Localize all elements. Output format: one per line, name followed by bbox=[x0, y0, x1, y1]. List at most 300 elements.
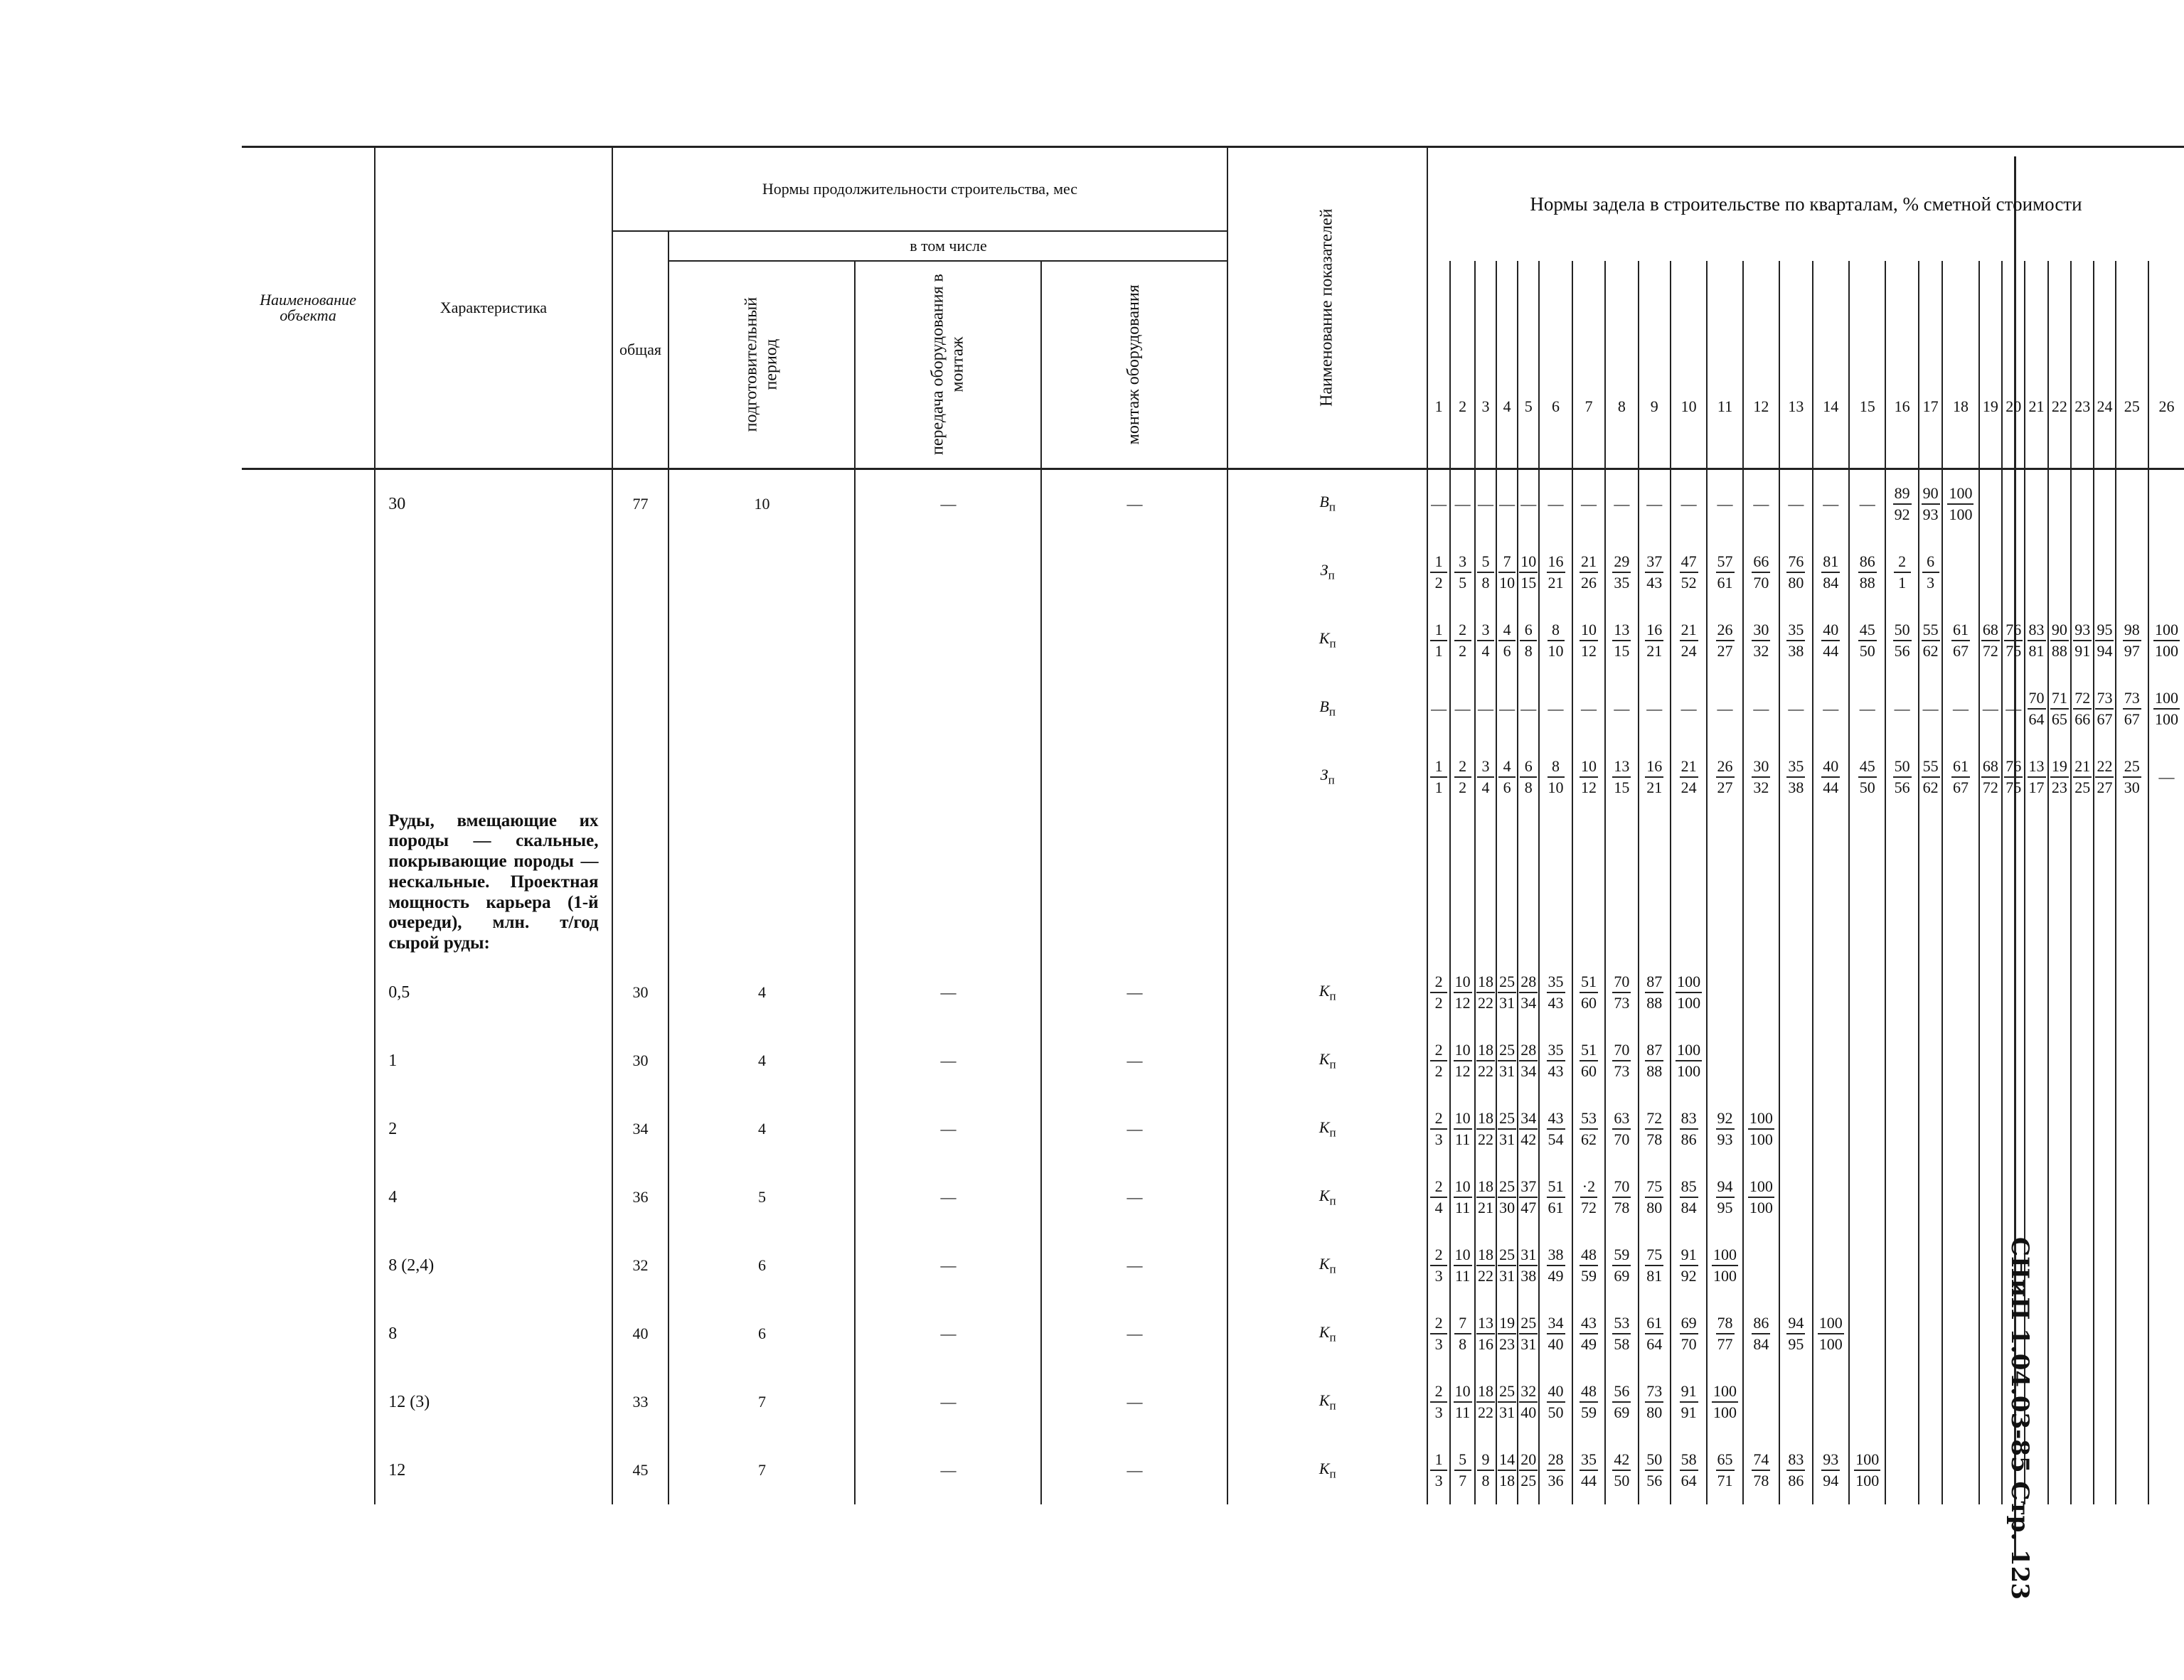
quarter-cell bbox=[1639, 1368, 1671, 1436]
value-fraction bbox=[1821, 756, 1840, 796]
fraction-denominator: 31 bbox=[1499, 1130, 1516, 1148]
value-fraction bbox=[1947, 483, 1973, 523]
fraction-denominator: 100 bbox=[1677, 1061, 1701, 1080]
value-fraction bbox=[1748, 1108, 1774, 1148]
value-fraction bbox=[1922, 622, 1940, 659]
fraction-numerator: 6 bbox=[1922, 554, 1939, 573]
fraction-numerator: 100 bbox=[1676, 1042, 1702, 1061]
quarter-cell bbox=[1671, 469, 1707, 538]
fraction-denominator: 22 bbox=[1477, 1403, 1493, 1421]
quarter-cell bbox=[1496, 1027, 1518, 1095]
value-fraction bbox=[1477, 1452, 1494, 1489]
fraction-numerator: 100 bbox=[1947, 486, 1973, 505]
indicator-subscript: п bbox=[1328, 500, 1336, 514]
indicator-cell bbox=[1227, 1027, 1427, 1095]
blank-cell bbox=[1707, 811, 1742, 958]
quarter-cell bbox=[1475, 958, 1496, 1027]
value-fraction bbox=[1821, 1452, 1840, 1489]
quarter-cell bbox=[2116, 469, 2148, 538]
quarter-cell bbox=[1707, 1300, 1742, 1368]
quarter-cell bbox=[2002, 1095, 2025, 1163]
fraction-denominator: 64 bbox=[1646, 1334, 1663, 1353]
norms-table bbox=[242, 146, 2184, 1504]
quarter-cell bbox=[1539, 1436, 1572, 1504]
col-header-install bbox=[1041, 261, 1227, 469]
quarter-cell bbox=[1427, 538, 1450, 606]
value-fraction bbox=[1476, 1247, 1495, 1284]
quarter-cell bbox=[2116, 1027, 2148, 1095]
prep-header-text: подготовительный период bbox=[742, 296, 781, 432]
fraction-numerator: 7 bbox=[1454, 1315, 1471, 1334]
value-fraction bbox=[1645, 1108, 1663, 1148]
quarter-cell bbox=[2048, 1163, 2071, 1231]
indicator-cell bbox=[1227, 1300, 1427, 1368]
quarter-cell bbox=[1919, 1300, 1942, 1368]
quarter-cell bbox=[1707, 958, 1742, 1027]
quarter-cell bbox=[1475, 675, 1496, 743]
quarter-cell bbox=[2071, 675, 2094, 743]
quarter-cell bbox=[1885, 606, 1918, 675]
fraction-denominator: 70 bbox=[1680, 1334, 1697, 1353]
quarter-header: 8 bbox=[1605, 261, 1638, 469]
fraction-numerator: 100 bbox=[1818, 1315, 1844, 1334]
value-fraction bbox=[1893, 756, 1912, 796]
value-fraction bbox=[1612, 1108, 1631, 1148]
fraction-numerator: 28 bbox=[1519, 1042, 1538, 1061]
value-dash: — bbox=[1982, 699, 1998, 717]
value-fraction bbox=[1951, 756, 1970, 796]
fraction-denominator: 38 bbox=[1788, 778, 1804, 796]
fraction-numerator: 45 bbox=[1858, 759, 1877, 778]
quarter-cell bbox=[1671, 538, 1707, 606]
quarter-cell bbox=[1849, 1231, 1885, 1300]
total-duration-cell: 36 bbox=[612, 1163, 669, 1231]
quarter-cell bbox=[1849, 1163, 1885, 1231]
quarter-cell bbox=[2048, 1027, 2071, 1095]
value-fraction bbox=[1476, 1381, 1495, 1421]
fraction-denominator: 44 bbox=[1823, 778, 1839, 796]
value-fraction bbox=[1645, 1381, 1663, 1421]
fraction-denominator: 3 bbox=[1434, 1471, 1443, 1489]
quarter-cell bbox=[1450, 743, 1474, 811]
fraction-denominator: 84 bbox=[1680, 1198, 1697, 1216]
value-fraction bbox=[1547, 1381, 1565, 1421]
quarter-cell bbox=[1450, 1436, 1474, 1504]
fraction-denominator: 49 bbox=[1548, 1266, 1564, 1285]
blank-cell bbox=[1919, 811, 1942, 958]
object-name-cell bbox=[242, 469, 375, 538]
blank-cell bbox=[1227, 811, 1427, 958]
value-dash: — bbox=[1520, 494, 1537, 513]
quarter-cell bbox=[1707, 743, 1742, 811]
fraction-numerator: 65 bbox=[1716, 1452, 1735, 1471]
value-fraction bbox=[1712, 1247, 1738, 1284]
fraction-numerator: 35 bbox=[1547, 1042, 1565, 1061]
fraction-numerator: 47 bbox=[1680, 554, 1698, 573]
quarter-cell bbox=[2116, 1368, 2148, 1436]
quarter-cell bbox=[2025, 606, 2047, 675]
fraction-denominator: 2 bbox=[1434, 573, 1443, 592]
fraction-numerator: 35 bbox=[1786, 759, 1805, 778]
quarter-cell bbox=[1671, 1095, 1707, 1163]
fraction-numerator: 2 bbox=[1454, 759, 1471, 778]
quarter-cell bbox=[2025, 958, 2047, 1027]
quarter-cell bbox=[1979, 675, 2002, 743]
col-header-duration-group: Нормы продолжительности строительства, мес bbox=[612, 147, 1228, 231]
install-cell: — bbox=[1041, 1095, 1227, 1163]
quarter-cell bbox=[1979, 1095, 2002, 1163]
value-fraction bbox=[1612, 974, 1631, 1011]
fraction-denominator: 100 bbox=[1713, 1266, 1737, 1285]
fraction-denominator: 31 bbox=[1499, 1266, 1516, 1285]
transfer-cell: — bbox=[855, 1436, 1041, 1504]
fraction-numerator: 100 bbox=[1748, 1111, 1774, 1130]
fraction-numerator: 25 bbox=[1519, 1315, 1538, 1334]
quarter-cell bbox=[2116, 606, 2148, 675]
quarter-cell bbox=[1572, 538, 1605, 606]
blank-cell bbox=[2071, 811, 2094, 958]
fraction-numerator: 70 bbox=[1612, 1042, 1631, 1061]
fraction-denominator: 22 bbox=[1477, 993, 1493, 1012]
fraction-denominator: 72 bbox=[1982, 641, 1998, 660]
quarter-cell bbox=[1475, 1231, 1496, 1300]
value-fraction bbox=[1712, 1381, 1738, 1421]
fraction-numerator: 40 bbox=[1821, 622, 1840, 641]
quarter-cell bbox=[1518, 606, 1539, 675]
value-fraction bbox=[2004, 622, 2023, 659]
fraction-numerator: 2 bbox=[1430, 974, 1447, 993]
quarter-header: 18 bbox=[1942, 261, 1978, 469]
quarter-cell bbox=[2071, 743, 2094, 811]
quarter-cell bbox=[1475, 1027, 1496, 1095]
fraction-denominator: 8 bbox=[1524, 778, 1533, 796]
quarter-cell bbox=[1849, 1368, 1885, 1436]
fraction-numerator: 61 bbox=[1951, 759, 1970, 778]
characteristic-cell bbox=[375, 538, 612, 606]
fraction-numerator: 25 bbox=[1498, 1042, 1516, 1061]
table-row bbox=[242, 1027, 2184, 1095]
quarter-cell bbox=[1539, 1368, 1572, 1436]
fraction-denominator: 94 bbox=[1823, 1471, 1839, 1489]
indicator-letter: К bbox=[1319, 629, 1330, 648]
value-dash: — bbox=[1753, 494, 1769, 513]
fraction-numerator: 5 bbox=[1477, 554, 1494, 573]
fraction-numerator: 21 bbox=[1680, 622, 1698, 641]
quarter-cell bbox=[1942, 1368, 1978, 1436]
characteristic-cell: 30 bbox=[375, 469, 612, 538]
quarter-cell bbox=[2116, 1436, 2148, 1504]
fraction-numerator: 10 bbox=[1454, 1384, 1472, 1403]
fraction-numerator: 91 bbox=[1680, 1384, 1698, 1403]
value-fraction bbox=[1752, 554, 1770, 591]
blank-cell bbox=[668, 811, 855, 958]
quarter-cell bbox=[1885, 958, 1918, 1027]
value-dash: — bbox=[1454, 494, 1471, 513]
value-fraction bbox=[1547, 756, 1565, 796]
fraction-denominator: 40 bbox=[1520, 1403, 1537, 1421]
fraction-numerator: 32 bbox=[1519, 1384, 1538, 1403]
value-fraction bbox=[1580, 554, 1598, 591]
quarter-cell bbox=[1605, 538, 1638, 606]
value-fraction bbox=[1519, 1042, 1538, 1079]
quarter-cell bbox=[1605, 606, 1638, 675]
quarter-cell bbox=[1450, 675, 1474, 743]
value-fraction bbox=[1430, 1179, 1447, 1216]
fraction-denominator: 80 bbox=[1646, 1403, 1663, 1421]
fraction-numerator: 73 bbox=[2123, 690, 2141, 710]
quarter-cell bbox=[1572, 743, 1605, 811]
value-dash: — bbox=[1477, 699, 1493, 717]
blank-cell bbox=[1475, 811, 1496, 958]
fraction-denominator: 95 bbox=[1788, 1334, 1804, 1353]
fraction-denominator: 4 bbox=[1434, 1198, 1443, 1216]
quarter-cell bbox=[1427, 1027, 1450, 1095]
quarter-cell bbox=[2002, 743, 2025, 811]
quarter-cell bbox=[1427, 1436, 1450, 1504]
characteristic-cell bbox=[375, 675, 612, 743]
prep-period-cell: 5 bbox=[668, 1163, 855, 1231]
quarter-cell bbox=[1813, 1027, 1849, 1095]
fraction-denominator: 73 bbox=[1614, 1061, 1630, 1080]
fraction-numerator: 72 bbox=[2073, 690, 2092, 710]
fraction-denominator: 100 bbox=[1677, 993, 1701, 1012]
fraction-denominator: 31 bbox=[1499, 993, 1516, 1012]
value-fraction bbox=[1498, 1381, 1516, 1421]
fraction-denominator: 18 bbox=[1499, 1471, 1516, 1489]
fraction-denominator: 80 bbox=[1788, 573, 1804, 592]
fraction-numerator: 63 bbox=[1612, 1111, 1631, 1130]
quarter-cell bbox=[1572, 675, 1605, 743]
fraction-denominator: 6 bbox=[1503, 641, 1511, 660]
fraction-numerator: 69 bbox=[1680, 1315, 1698, 1334]
fraction-denominator: 86 bbox=[1680, 1130, 1697, 1148]
value-fraction bbox=[1580, 1108, 1598, 1148]
fraction-denominator: 62 bbox=[1580, 1130, 1597, 1148]
fraction-numerator: 18 bbox=[1476, 1111, 1495, 1130]
ore-description: Руды, вмещающие их породы — скальные, покрывающие породы — нескальные. Проектная мощность карьера (1-й очереди), млн. т/год сырой руды: bbox=[375, 811, 612, 958]
value-dash: — bbox=[1431, 699, 1447, 717]
quarter-cell bbox=[1539, 1300, 1572, 1368]
indicator-cell bbox=[1227, 958, 1427, 1027]
blank-cell bbox=[2094, 811, 2115, 958]
quarter-header: 15 bbox=[1849, 261, 1885, 469]
quarter-header: 19 bbox=[1979, 261, 2002, 469]
indicator-cell bbox=[1227, 1163, 1427, 1231]
value-fraction bbox=[1612, 1179, 1631, 1216]
fraction-denominator: 22 bbox=[1477, 1061, 1493, 1080]
value-fraction bbox=[1612, 756, 1631, 796]
fraction-denominator: 52 bbox=[1680, 573, 1697, 592]
fraction-denominator: 34 bbox=[1520, 993, 1537, 1012]
quarter-cell bbox=[1518, 1300, 1539, 1368]
quarter-header: 6 bbox=[1539, 261, 1572, 469]
value-fraction bbox=[1430, 554, 1447, 591]
value-fraction bbox=[1498, 756, 1516, 796]
fraction-numerator: 21 bbox=[1680, 759, 1698, 778]
fraction-denominator: 8 bbox=[1481, 573, 1490, 592]
fraction-denominator: 86 bbox=[1788, 1471, 1804, 1489]
fraction-denominator: 67 bbox=[1952, 641, 1969, 660]
value-fraction bbox=[1716, 756, 1735, 796]
quarter-cell bbox=[2116, 675, 2148, 743]
fraction-denominator: 78 bbox=[1753, 1471, 1769, 1489]
fraction-denominator: 81 bbox=[1646, 1266, 1663, 1285]
fraction-denominator: 3 bbox=[1927, 573, 1935, 592]
quarter-cell bbox=[1427, 1300, 1450, 1368]
value-fraction bbox=[1716, 1452, 1735, 1489]
value-fraction bbox=[2073, 756, 2092, 796]
fraction-numerator: 87 bbox=[1645, 1042, 1663, 1061]
quarter-cell bbox=[1743, 1163, 1779, 1231]
fraction-numerator: 21 bbox=[1580, 554, 1598, 573]
value-fraction bbox=[1786, 1452, 1805, 1489]
quarter-cell bbox=[1572, 1300, 1605, 1368]
quarter-cell bbox=[1849, 743, 1885, 811]
value-fraction bbox=[1580, 1247, 1598, 1284]
fraction-denominator: 92 bbox=[1680, 1266, 1697, 1285]
quarter-cell bbox=[2048, 1300, 2071, 1368]
fraction-numerator: 1 bbox=[1430, 759, 1447, 778]
fraction-numerator: 8 bbox=[1548, 759, 1565, 778]
col-header-total: общая bbox=[612, 231, 669, 469]
value-fraction bbox=[1476, 1315, 1495, 1352]
fraction-numerator: 7 bbox=[1498, 554, 1516, 573]
value-dash: — bbox=[1859, 699, 1875, 717]
fraction-denominator: 100 bbox=[1749, 1198, 1773, 1216]
value-fraction bbox=[1893, 483, 1912, 523]
fraction-denominator: 100 bbox=[1855, 1471, 1880, 1489]
quarter-cell bbox=[1496, 1231, 1518, 1300]
quarter-cell bbox=[1919, 1231, 1942, 1300]
fraction-numerator: 75 bbox=[1645, 1247, 1663, 1266]
quarter-cell bbox=[1475, 1368, 1496, 1436]
quarter-header: 16 bbox=[1885, 261, 1918, 469]
quarter-cell bbox=[2025, 469, 2047, 538]
quarter-cell bbox=[1942, 1231, 1978, 1300]
fraction-denominator: 43 bbox=[1548, 993, 1564, 1012]
fraction-denominator: 61 bbox=[1548, 1198, 1564, 1216]
fraction-denominator: 11 bbox=[1455, 1130, 1471, 1148]
value-fraction bbox=[1454, 622, 1471, 659]
value-fraction bbox=[1476, 1108, 1495, 1148]
quarter-cell bbox=[2148, 1163, 2184, 1231]
fraction-numerator: 25 bbox=[1498, 1384, 1516, 1403]
fraction-numerator: 91 bbox=[1680, 1247, 1698, 1266]
quarter-cell bbox=[2048, 1436, 2071, 1504]
quarter-header: 4 bbox=[1496, 261, 1518, 469]
value-fraction bbox=[1580, 974, 1598, 1011]
value-fraction bbox=[1894, 554, 1911, 591]
fraction-numerator: 10 bbox=[1454, 974, 1472, 993]
quarter-cell bbox=[1572, 1027, 1605, 1095]
quarter-cell bbox=[1496, 1436, 1518, 1504]
quarter-cell bbox=[2116, 1231, 2148, 1300]
blank-cell bbox=[1605, 811, 1638, 958]
quarter-cell bbox=[1813, 675, 1849, 743]
quarter-cell bbox=[2048, 538, 2071, 606]
object-name-cell bbox=[242, 1095, 375, 1163]
value-fraction bbox=[1821, 554, 1840, 591]
quarter-cell bbox=[1707, 469, 1742, 538]
total-duration-cell: 30 bbox=[612, 958, 669, 1027]
value-fraction bbox=[1752, 756, 1770, 796]
fraction-denominator: 88 bbox=[1646, 1061, 1663, 1080]
fraction-numerator: 1 bbox=[1430, 622, 1447, 641]
quarter-cell bbox=[1813, 538, 1849, 606]
value-fraction bbox=[1547, 554, 1565, 591]
blank-cell bbox=[1539, 811, 1572, 958]
quarter-cell bbox=[2071, 1436, 2094, 1504]
value-fraction bbox=[1498, 1108, 1516, 1148]
fraction-denominator: 65 bbox=[2051, 710, 2067, 728]
value-dash: — bbox=[1548, 699, 1564, 717]
object-name-cell bbox=[242, 606, 375, 675]
fraction-numerator: 1 bbox=[1430, 554, 1447, 573]
value-fraction bbox=[1580, 622, 1598, 659]
fraction-numerator: 25 bbox=[1498, 974, 1516, 993]
total-duration-cell: 45 bbox=[612, 1436, 669, 1504]
blank-cell bbox=[1041, 811, 1227, 958]
quarter-cell bbox=[1671, 1368, 1707, 1436]
quarter-cell bbox=[1743, 958, 1779, 1027]
quarter-cell bbox=[1605, 469, 1638, 538]
value-dash: — bbox=[1499, 699, 1516, 717]
quarter-cell bbox=[2148, 958, 2184, 1027]
indicator-subscript: п bbox=[1329, 1125, 1336, 1139]
fraction-denominator: 56 bbox=[1646, 1471, 1663, 1489]
fraction-numerator: 93 bbox=[2073, 622, 2092, 641]
fraction-numerator: 86 bbox=[1858, 554, 1877, 573]
quarter-cell bbox=[1450, 469, 1474, 538]
fraction-numerator: 20 bbox=[1519, 1452, 1538, 1471]
blank-cell bbox=[612, 811, 669, 958]
value-fraction bbox=[1430, 974, 1447, 1011]
fraction-numerator: 25 bbox=[1498, 1179, 1516, 1198]
fraction-denominator: 93 bbox=[1922, 505, 1939, 523]
col-header-prep bbox=[668, 261, 855, 469]
blank-cell bbox=[2002, 811, 2025, 958]
fraction-numerator: 21 bbox=[2073, 759, 2092, 778]
quarter-cell bbox=[2071, 1163, 2094, 1231]
quarter-cell bbox=[1572, 1368, 1605, 1436]
quarter-cell bbox=[2094, 1095, 2115, 1163]
prep-period-cell: 4 bbox=[668, 1095, 855, 1163]
col-header-characteristic: Характеристика bbox=[375, 147, 612, 469]
fraction-numerator: 78 bbox=[1716, 1315, 1735, 1334]
fraction-denominator: 62 bbox=[1922, 778, 1939, 796]
quarter-cell bbox=[1605, 675, 1638, 743]
quarter-cell bbox=[1671, 675, 1707, 743]
fraction-denominator: 3 bbox=[1434, 1266, 1443, 1285]
quarter-cell bbox=[2148, 1368, 2184, 1436]
quarter-cell bbox=[2002, 538, 2025, 606]
quarter-header: 26 bbox=[2148, 261, 2184, 469]
table-row bbox=[242, 1231, 2184, 1300]
transfer-cell bbox=[855, 606, 1041, 675]
fraction-denominator: 69 bbox=[1614, 1266, 1630, 1285]
fraction-denominator: 15 bbox=[1520, 573, 1537, 592]
value-dash: — bbox=[1717, 699, 1733, 717]
value-dash: — bbox=[2005, 699, 2022, 717]
quarter-cell bbox=[1885, 1436, 1918, 1504]
fraction-numerator: 30 bbox=[1752, 759, 1770, 778]
characteristic-cell: 2 bbox=[375, 1095, 612, 1163]
install-cell: — bbox=[1041, 958, 1227, 1027]
quarter-cell bbox=[1885, 1300, 1918, 1368]
fraction-denominator: 42 bbox=[1520, 1130, 1537, 1148]
fraction-numerator: 58 bbox=[1680, 1452, 1698, 1471]
install-cell: — bbox=[1041, 1300, 1227, 1368]
